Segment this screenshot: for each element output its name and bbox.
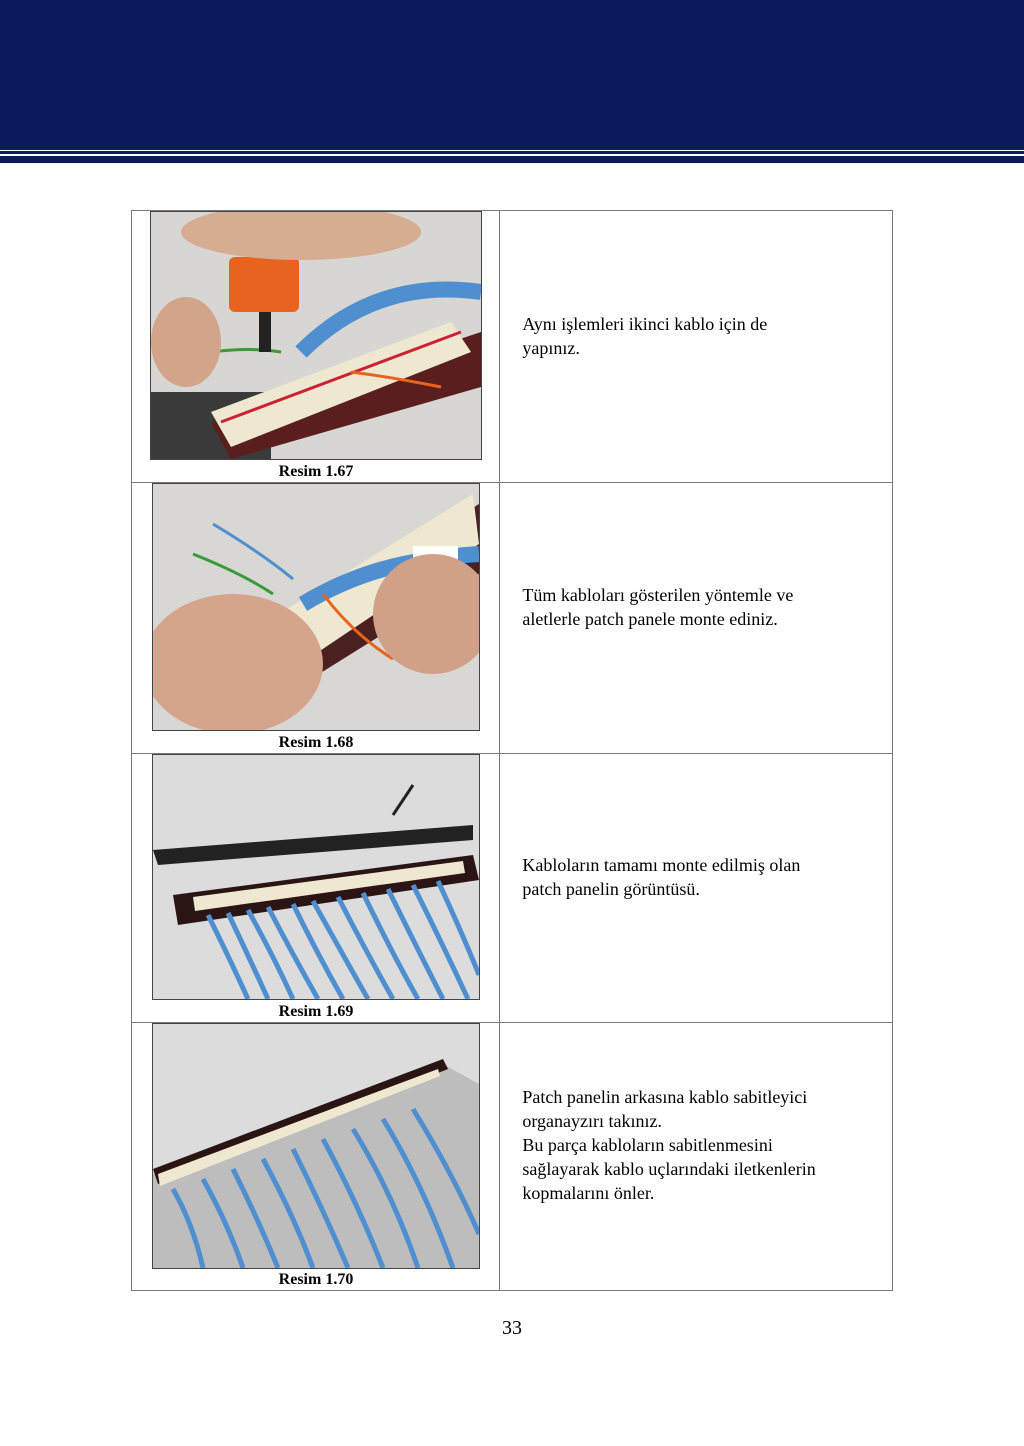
table-row — [132, 754, 893, 1023]
step-description — [500, 754, 892, 901]
text-cell — [500, 1023, 893, 1291]
image-cell — [132, 1023, 500, 1291]
text-line: sağlayarak kablo uçlarındaki iletkenlerin — [522, 1159, 816, 1179]
step-description — [500, 483, 892, 631]
header-rule-thin — [0, 151, 1024, 154]
patch-panel-front-cables-photo — [152, 754, 480, 1000]
text-line: kopmalarını önler. — [522, 1183, 655, 1203]
text-line: Bu parça kabloların sabitlenmesini — [522, 1135, 773, 1155]
text-cell — [500, 483, 893, 754]
steps-table — [131, 210, 893, 1291]
figure-caption: Resim 1.68 — [278, 734, 354, 751]
image-cell — [132, 754, 500, 1023]
figure-caption: Resim 1.70 — [278, 1271, 354, 1288]
step-description — [500, 1023, 892, 1205]
text-cell — [500, 211, 893, 483]
image-cell — [132, 211, 500, 483]
text-line: Tüm kabloları gösterilen yöntemle ve — [522, 585, 794, 605]
text-line: Kabloların tamamı monte edilmiş olan — [522, 855, 801, 875]
text-line: aletlerle patch panele monte ediniz. — [522, 609, 778, 629]
table-row — [132, 1023, 893, 1291]
text-line: patch panelin görüntüsü. — [522, 879, 700, 899]
text-line: organayzırı takınız. — [522, 1111, 663, 1131]
patch-panel-organizer-photo — [152, 1023, 480, 1269]
step-description — [500, 211, 892, 360]
text-line: yapınız. — [522, 338, 580, 358]
figure-caption: Resim 1.67 — [278, 463, 354, 480]
figure-caption: Resim 1.69 — [278, 1003, 354, 1020]
text-line: Aynı işlemleri ikinci kablo için de — [522, 314, 768, 334]
table-row — [132, 211, 893, 483]
hands-punch-down-tool-photo — [150, 211, 482, 460]
text-line: Patch panelin arkasına kablo sabitleyici — [522, 1087, 808, 1107]
page-number: 33 — [502, 1317, 522, 1339]
table-row — [132, 483, 893, 754]
header-band — [0, 0, 1024, 150]
image-cell — [132, 483, 500, 754]
hands-placing-wires-photo — [152, 483, 480, 731]
header-rule-thick — [0, 156, 1024, 163]
text-cell — [500, 754, 893, 1023]
